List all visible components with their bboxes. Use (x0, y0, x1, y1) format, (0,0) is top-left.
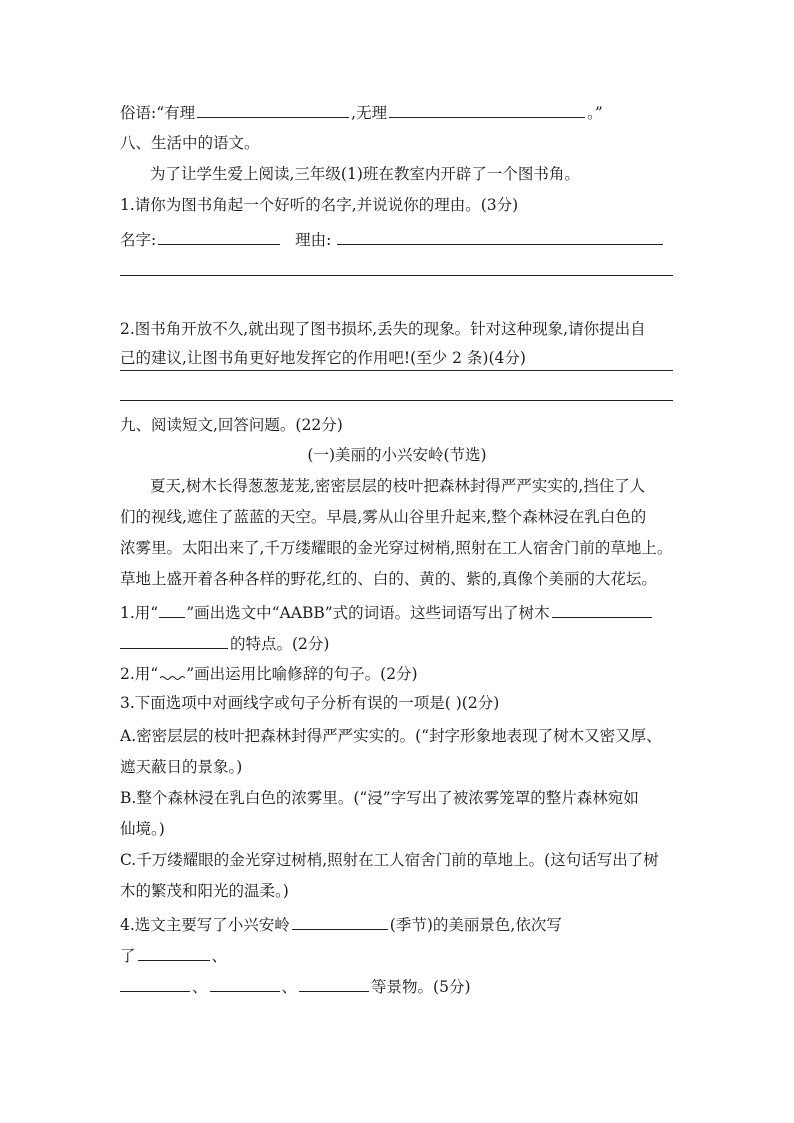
answer-line-2[interactable] (120, 370, 673, 371)
answer-line-3[interactable] (120, 400, 673, 401)
passage-title: (一)美丽的小兴安岭(节选) (307, 446, 487, 464)
section9-q4-line1 (120, 911, 674, 937)
passage-line-4: 草地上盛开着各种各样的野花,红的、白的、黄的、紫的,真像个美丽的大花坛。 (120, 570, 657, 588)
proverb-line (120, 99, 674, 125)
section8-q1: 1.请你为图书角起一个好听的名字,并说说你的理由。(3分) (120, 196, 519, 214)
option-b-line1: B.整个森林浸在乳白色的浓雾里。(“浸”字写出了被浓雾笼罩的整片森林宛如 (120, 789, 639, 807)
q1-blank-1[interactable] (552, 599, 652, 618)
section8-q2-line2: 己的建议,让图书角更好地发挥它的作用吧!(至少 2 条)(4分) (120, 349, 526, 367)
option-c-line2: 木的繁茂和阳光的温柔。) (120, 882, 289, 900)
proverb-middle: ,无理 (351, 104, 388, 122)
name-label: 名字: (120, 231, 157, 249)
section8-intro: 为了让学生爱上阅读,三年级(1)班在教室内开辟了一个图书角。 (150, 165, 580, 183)
reason-blank[interactable] (337, 226, 663, 245)
straight-underline-mark (159, 603, 185, 618)
proverb-prefix: 俗语:“有理 (120, 104, 196, 122)
wavy-underline-mark (159, 663, 185, 679)
section8-heading: 八、生活中的语文。 (120, 134, 260, 152)
q4-blank-3[interactable] (210, 973, 280, 992)
q4-sep-2: 、 (281, 978, 298, 996)
q4-season-blank[interactable] (292, 911, 388, 930)
q4-sep-1: 、 (192, 978, 208, 996)
section9-q3: 3.下面选项中对画线字或句子分析有误的一项是( )(2分) (120, 694, 500, 712)
option-b-line2: 仙境。) (120, 820, 165, 838)
section9-q2 (120, 661, 674, 687)
reason-label: 理由: (295, 231, 332, 249)
proverb-suffix: 。” (587, 104, 603, 122)
option-c-line1: C.千万缕耀眼的金光穿过树梢,照射在工人宿舍门前的草地上。(这句话写出了树 (120, 851, 659, 869)
name-blank[interactable] (158, 226, 280, 245)
q2-text-b: ”画出运用比喻修辞的句子。(2分) (186, 665, 418, 683)
section9-heading: 九、阅读短文,回答问题。(22分) (120, 416, 343, 434)
q1-blank-2[interactable] (120, 630, 228, 649)
q4-text-c: 了 (120, 947, 136, 965)
section8-q2-line1: 2.图书角开放不久,就出现了图书损坏,丢失的现象。针对这种现象,请你提出自 (120, 320, 646, 338)
q4-text-a: 4.选文主要写了小兴安岭 (120, 916, 290, 934)
answer-line-1[interactable] (120, 275, 673, 276)
q2-text-a: 2.用“ (120, 665, 159, 683)
section9-q4-line2 (120, 942, 674, 968)
q4-blank-2[interactable] (120, 973, 190, 992)
passage-line-2: 们的视线,遮住了蓝蓝的天空。早晨,雾从山谷里升起来,整个森林浸在乳白色的 (120, 508, 647, 526)
name-reason-line (120, 226, 674, 252)
q4-blank-4[interactable] (299, 973, 369, 992)
q1-text-c: 的特点。(2分) (230, 635, 330, 653)
option-a-line2: 遮天蔽日的景象。) (120, 758, 243, 776)
q1-text-a: 1.用“ (120, 604, 159, 622)
passage-line-1: 夏天,树木长得葱葱茏茏,密密层层的枝叶把森林封得严严实实的,挡住了人 (150, 477, 646, 495)
proverb-blank-1[interactable] (197, 99, 349, 118)
option-a-line1: A.密密层层的枝叶把森林封得严严实实的。(“封字形象地表现了树木又密又厚、 (120, 727, 662, 745)
section9-q1-line1 (120, 599, 674, 625)
passage-line-3: 浓雾里。太阳出来了,千万缕耀眼的金光穿过树梢,照射在工人宿舍门前的草地上。 (120, 539, 673, 557)
q4-text-d: 、 (211, 947, 228, 965)
q1-text-b: ”画出选文中“AABB”式的词语。这些词语写出了树木 (186, 604, 550, 622)
section9-q4-line3 (120, 973, 674, 999)
q4-blank-1[interactable] (138, 942, 210, 961)
proverb-blank-2[interactable] (389, 99, 585, 118)
section9-q1-line2 (120, 630, 674, 656)
q4-text-b: (季节)的美丽景色,依次写 (389, 916, 562, 934)
q4-text-end: 等景物。(5分) (371, 978, 471, 996)
